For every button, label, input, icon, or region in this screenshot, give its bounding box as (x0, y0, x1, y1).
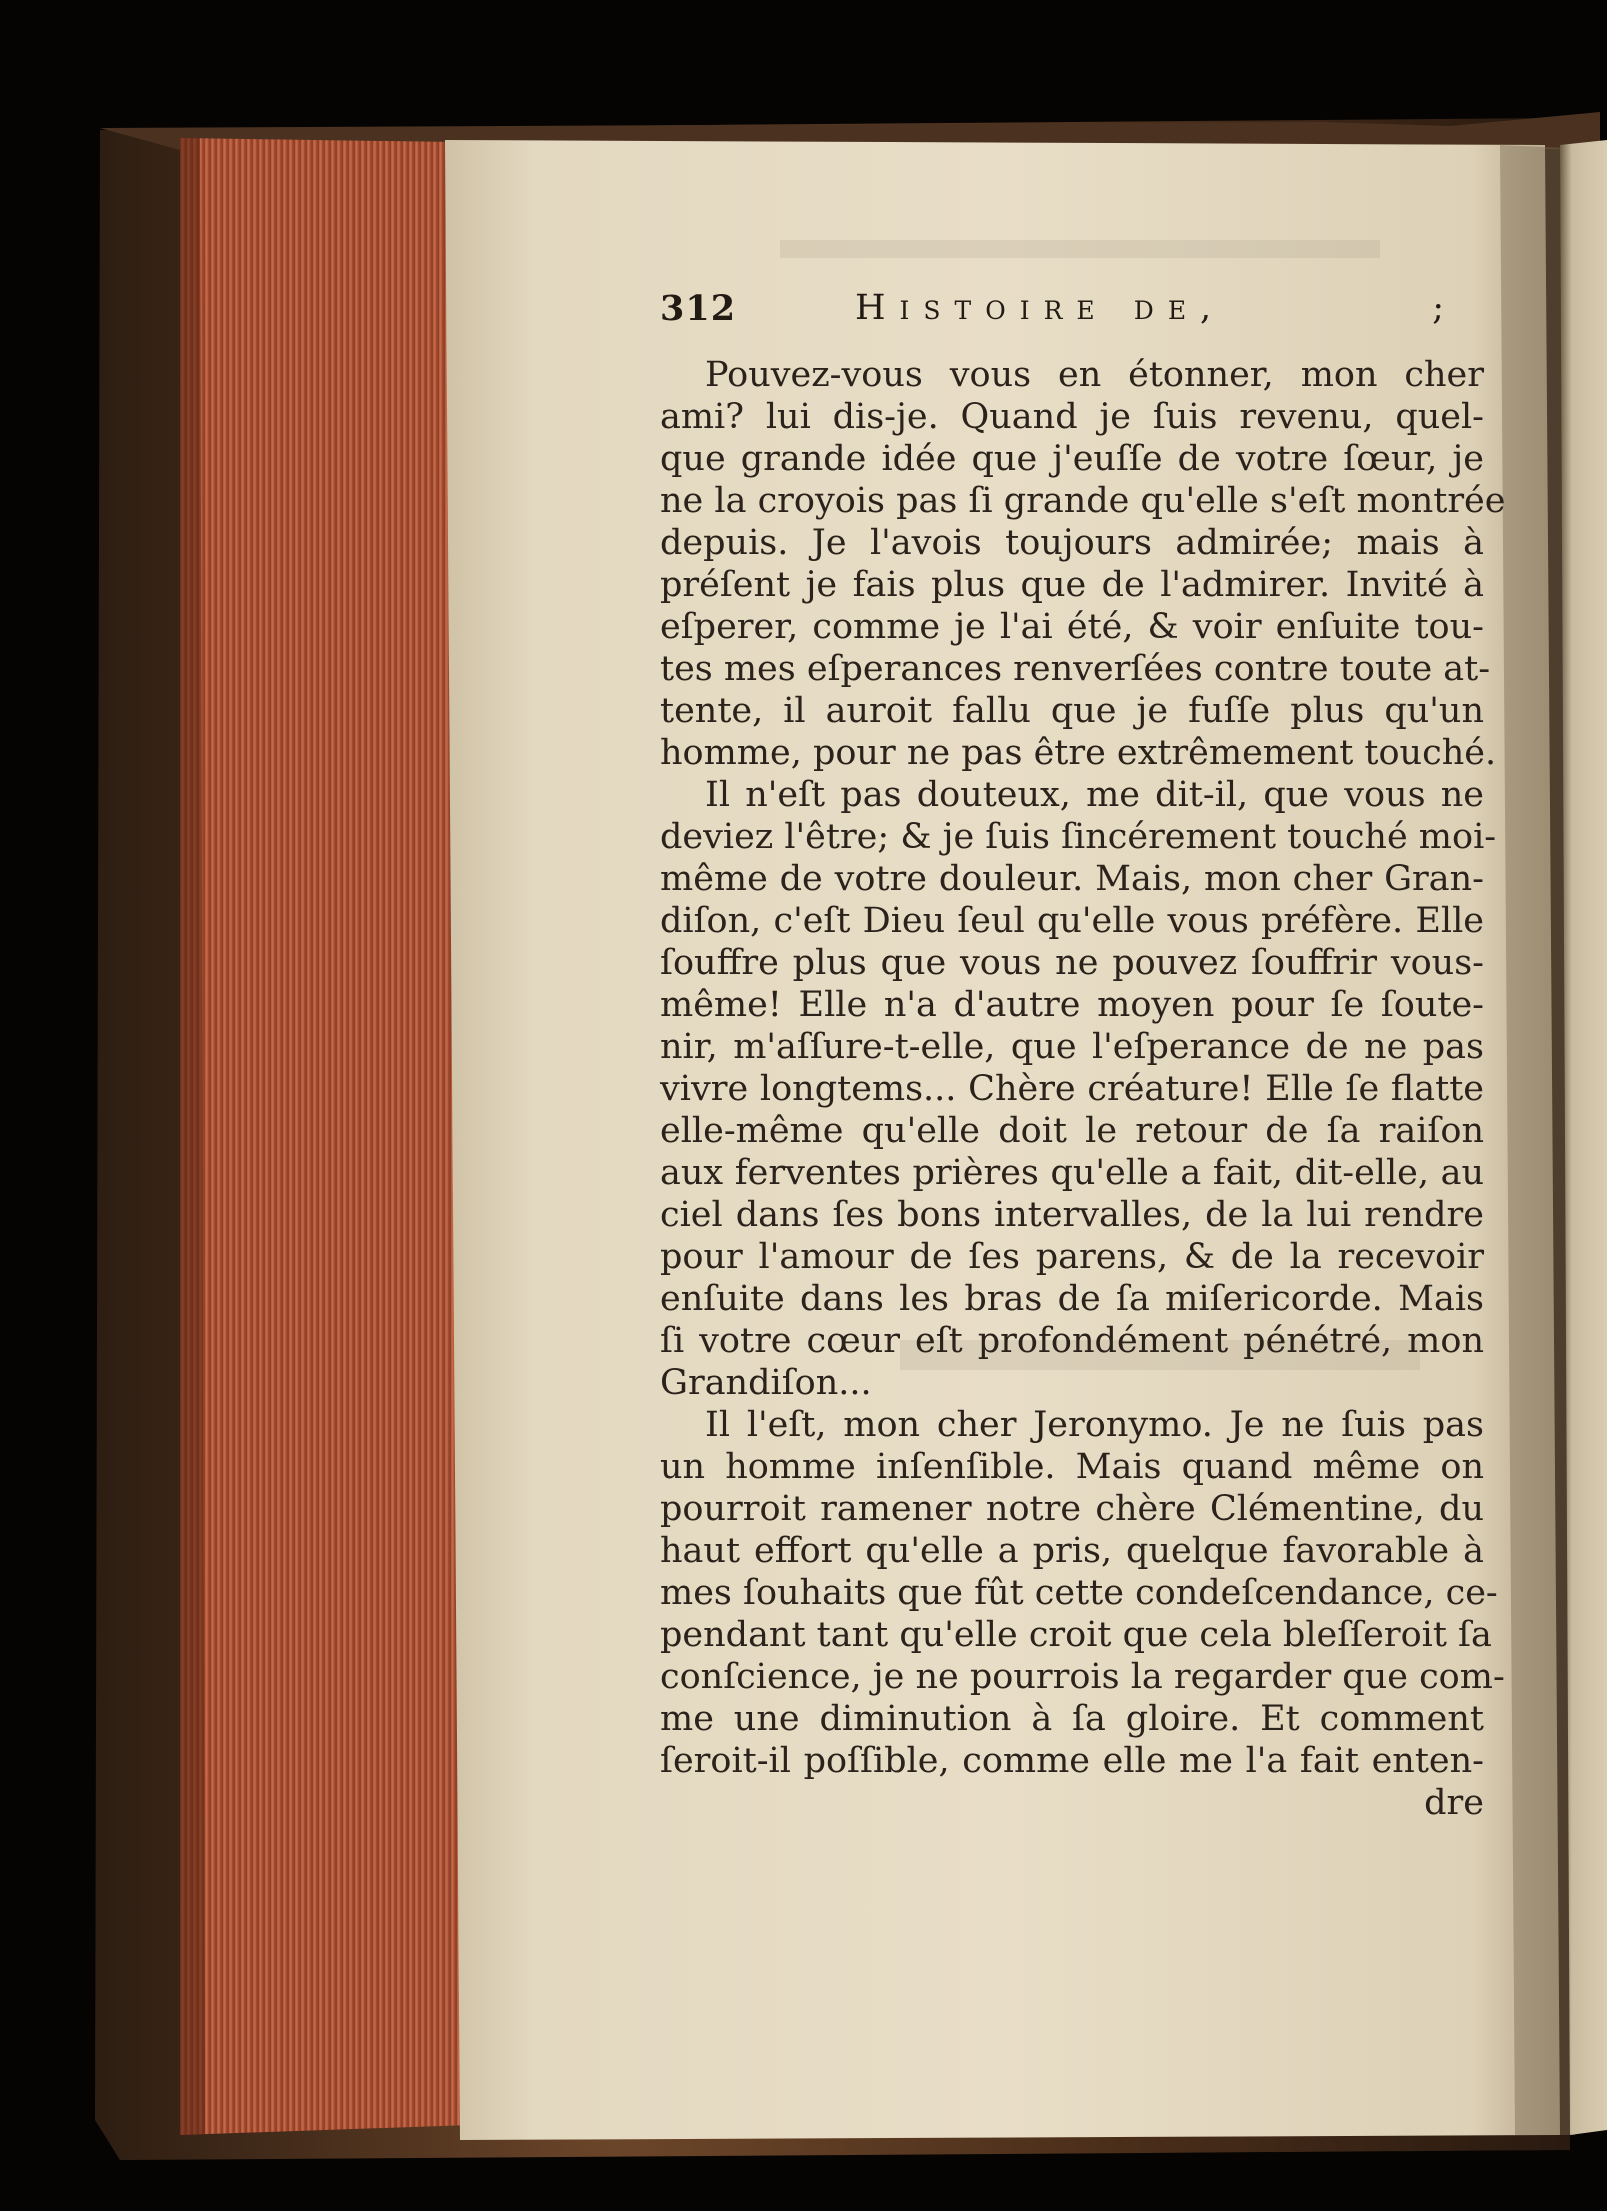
text-line: ſeroit-il poſſible, comme elle me l'a fait enten- (660, 1741, 1484, 1781)
text-line: diſon, c'eſt Dieu ſeul qu'elle vous préfère. Elle (660, 901, 1484, 941)
text-line: que grande idée que j'euſſe de votre ſœur, je (660, 439, 1484, 479)
text-line: haut effort qu'elle a pris, quelque favorable à (660, 1531, 1484, 1571)
text-line: elle-même qu'elle doit le retour de ſa raiſon (660, 1111, 1484, 1151)
text-line: Il l'eſt, mon cher Jeronymo. Je ne ſuis pas (705, 1405, 1484, 1445)
running-title: Histoire de, (855, 288, 1226, 328)
text-line: préſent je fais plus que de l'admirer. Invité à (660, 565, 1484, 605)
text-line: enſuite dans les bras de ſa miſericorde. Mais (660, 1279, 1484, 1319)
text-line: depuis. Je l'avois toujours admirée; mais à (660, 523, 1484, 563)
text-line: même de votre douleur. Mais, mon cher Gran- (660, 859, 1484, 899)
text-line: un homme inſenſible. Mais quand même on (660, 1447, 1484, 1487)
text-line: vivre longtems... Chère créature! Elle ſe flatte (660, 1069, 1484, 1109)
text-line: tes mes eſperances renverſées contre toute at- (660, 649, 1491, 689)
text-line: aux ferventes prières qu'elle a fait, dit-elle, au (660, 1153, 1484, 1193)
catchword: dre (1424, 1783, 1484, 1823)
text-line: ciel dans ſes bons intervalles, de la lui rendre (660, 1195, 1484, 1235)
text-line: nir, m'aſſure-t-elle, que l'eſperance de ne pas (660, 1027, 1484, 1067)
text-line: homme, pour ne pas être extrêmement touché. (660, 733, 1497, 773)
text-line: ne la croyois pas ſi grande qu'elle s'eſt montrée (660, 481, 1506, 521)
text-line: ſi votre cœur eſt profondément pénétré, mon (660, 1321, 1484, 1361)
text-line: me une diminution à ſa gloire. Et comment (660, 1699, 1484, 1739)
running-head-mark: ; (1432, 288, 1444, 328)
text-line: mes ſouhaits que fût cette condeſcendance, ce- (660, 1573, 1498, 1613)
text-line: pourroit ramener notre chère Clémentine, du (660, 1489, 1484, 1529)
text-line: Il n'eſt pas douteux, me dit-il, que vous ne (705, 775, 1484, 815)
text-line: deviez l'être; & je ſuis ſincérement touché moi- (660, 817, 1497, 857)
text-line: ami? lui dis-je. Quand je ſuis revenu, quel- (660, 397, 1484, 437)
text-line: même! Elle n'a d'autre moyen pour ſe ſoute- (660, 985, 1484, 1025)
text-line: tente, il auroit fallu que je fuſſe plus qu'un (660, 691, 1484, 731)
text-line: eſperer, comme je l'ai été, & voir enſuite tou- (660, 607, 1484, 647)
page-number: 312 (660, 288, 737, 329)
text-line: pendant tant qu'elle croit que cela bleſſeroit ſa (660, 1615, 1492, 1655)
text-line: conſcience, je ne pourrois la regarder que com- (660, 1657, 1505, 1697)
text-line: ſouffre plus que vous ne pouvez ſouffrir vous- (660, 943, 1484, 983)
text-line: pour l'amour de ſes parens, & de la recevoir (660, 1237, 1484, 1277)
text-line: Pouvez-vous vous en étonner, mon cher (705, 355, 1484, 395)
text-line: Grandiſon... (660, 1363, 872, 1403)
